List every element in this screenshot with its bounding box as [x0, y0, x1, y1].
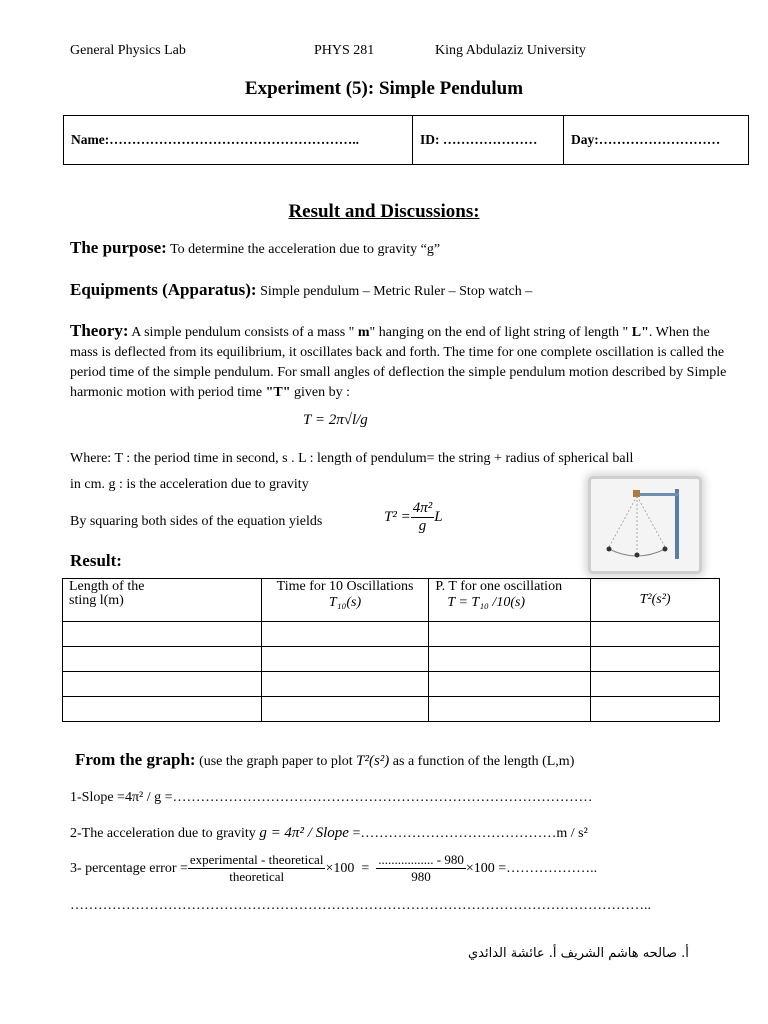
pendulum-image [588, 476, 702, 574]
squaring-text: By squaring both sides of the equation yields [70, 514, 323, 529]
result-label: Result: [70, 551, 122, 570]
header-code: PHYS 281 [314, 43, 375, 58]
purpose-label: The purpose: [70, 238, 167, 257]
table-row [63, 622, 720, 647]
equipment-text: Simple pendulum – Metric Ruler – Stop watch – [256, 284, 533, 299]
acceleration-blank: =……………………………………m / s² [348, 826, 588, 841]
header-line: T = T₁₀ /10(s) [447, 595, 526, 610]
percent-error-label: 3- percentage error = [70, 860, 188, 876]
table-cell[interactable] [429, 672, 591, 697]
squared-equation [384, 500, 443, 535]
table-row [63, 672, 720, 697]
table-row [63, 647, 720, 672]
graph-text: (use the graph paper to plot [195, 754, 357, 769]
table-cell[interactable] [591, 647, 720, 672]
table-cell[interactable] [429, 622, 591, 647]
table-header-cell [429, 579, 591, 622]
header-line: sting l(m) [69, 593, 124, 608]
table-header-cell [591, 579, 720, 622]
times-100: ×100 [325, 860, 355, 876]
theory-text: . When the mass is deflected from its equilibrium, it oscillates back and forth. The time for one complete oscillation is called the period time of the simple pendulum. For small angles of deflection the simple pendulum motion described by Simple harmonic motion with period time [70, 325, 727, 400]
header-line: Length of the [69, 579, 145, 594]
equipment-line [70, 280, 532, 300]
fraction-numerator: 4π² [412, 500, 433, 516]
acceleration-formula: g = 4π² / Slope [259, 825, 349, 841]
graph-text: as a function of the length (L,m) [389, 754, 575, 769]
results-table [62, 578, 720, 722]
equals-sign: = [354, 860, 377, 876]
table-header-cell [261, 579, 429, 622]
page-title: Experiment (5): Simple Pendulum [244, 78, 524, 99]
fraction-denominator: 980 [411, 869, 431, 884]
header-line: T²(s²) [639, 592, 671, 607]
table-row [63, 697, 720, 722]
acceleration-text: 2-The acceleration due to gravity [70, 826, 260, 841]
table-cell[interactable] [261, 697, 429, 722]
table-cell[interactable] [429, 697, 591, 722]
theory-label: Theory: [70, 321, 129, 340]
where-line-2: in cm. g : is the acceleration due to gravity [70, 477, 309, 492]
header-line: T₁₀(s) [328, 595, 362, 610]
table-header-row [63, 579, 720, 622]
purpose-line [70, 238, 440, 258]
where-line-1: Where: T : the period time in second, s . L : length of pendulum= the string + radius of spherical ball [70, 451, 634, 466]
table-cell[interactable] [63, 622, 262, 647]
table-cell[interactable] [591, 697, 720, 722]
theory-paragraph [70, 321, 730, 403]
theory-text: A simple pendulum consists of a mass " [128, 325, 358, 340]
table-cell[interactable] [63, 697, 262, 722]
percentage-error-line [70, 852, 597, 885]
result-blank[interactable]: ×100 =……………….. [465, 860, 598, 876]
section-title: Result and Discussions: [288, 201, 480, 222]
table-cell[interactable] [63, 647, 262, 672]
header-course: General Physics Lab [70, 43, 186, 58]
theory-period: "T" [265, 385, 291, 400]
fraction-denominator: g [418, 518, 427, 534]
fraction-numerator: ................. - 980 [378, 852, 464, 867]
acceleration-line[interactable] [70, 825, 588, 842]
squared-fraction [411, 500, 435, 535]
theory-mass: m [357, 325, 370, 340]
pendulum-illustration [591, 479, 693, 565]
theory-length: L" [631, 325, 649, 340]
header-line: Time for 10 Oscillations [276, 579, 414, 594]
theory-text: given by : [290, 385, 350, 400]
table-cell[interactable] [591, 672, 720, 697]
table-cell[interactable] [63, 672, 262, 697]
student-info-box [63, 115, 749, 165]
table-cell[interactable] [429, 647, 591, 672]
author-signature: أ. صالحه هاشم الشريف أ. عائشة الدائدي [468, 946, 689, 961]
id-field[interactable]: ID: ………………… [420, 132, 538, 147]
fraction-denominator: theoretical [229, 869, 285, 884]
table-cell[interactable] [261, 647, 429, 672]
answer-dotted-line[interactable]: …………………………………………………………………………………………………………….. [70, 898, 651, 913]
error-fraction [188, 852, 326, 885]
table-header-cell [63, 579, 262, 622]
table-cell[interactable] [261, 672, 429, 697]
table-cell[interactable] [591, 622, 720, 647]
theory-text: " hanging on the end of light string of length " [369, 325, 629, 340]
squared-lhs: T² = [384, 509, 411, 525]
header-line: P. T for one oscillation [435, 579, 563, 594]
squared-rhs: L [434, 509, 443, 525]
header-university: King Abdulaziz University [435, 43, 586, 58]
fraction-numerator: experimental - theoretical [189, 852, 324, 867]
graph-formula: T²(s²) [356, 753, 390, 769]
name-field[interactable]: Name:……………………………………………….. [71, 132, 359, 147]
value-fraction[interactable] [376, 852, 466, 885]
day-field[interactable]: Day:……………………… [571, 132, 721, 147]
period-equation: T = 2π√l/g [303, 412, 368, 428]
graph-label: From the graph: [75, 750, 196, 769]
graph-line [75, 750, 574, 770]
equipment-label: Equipments (Apparatus): [70, 280, 257, 299]
purpose-text: To determine the acceleration due to gravity “g” [166, 242, 441, 257]
slope-line[interactable]: 1-Slope =4π² / g =……………………………………………………………………………… [70, 790, 593, 805]
table-cell[interactable] [261, 622, 429, 647]
